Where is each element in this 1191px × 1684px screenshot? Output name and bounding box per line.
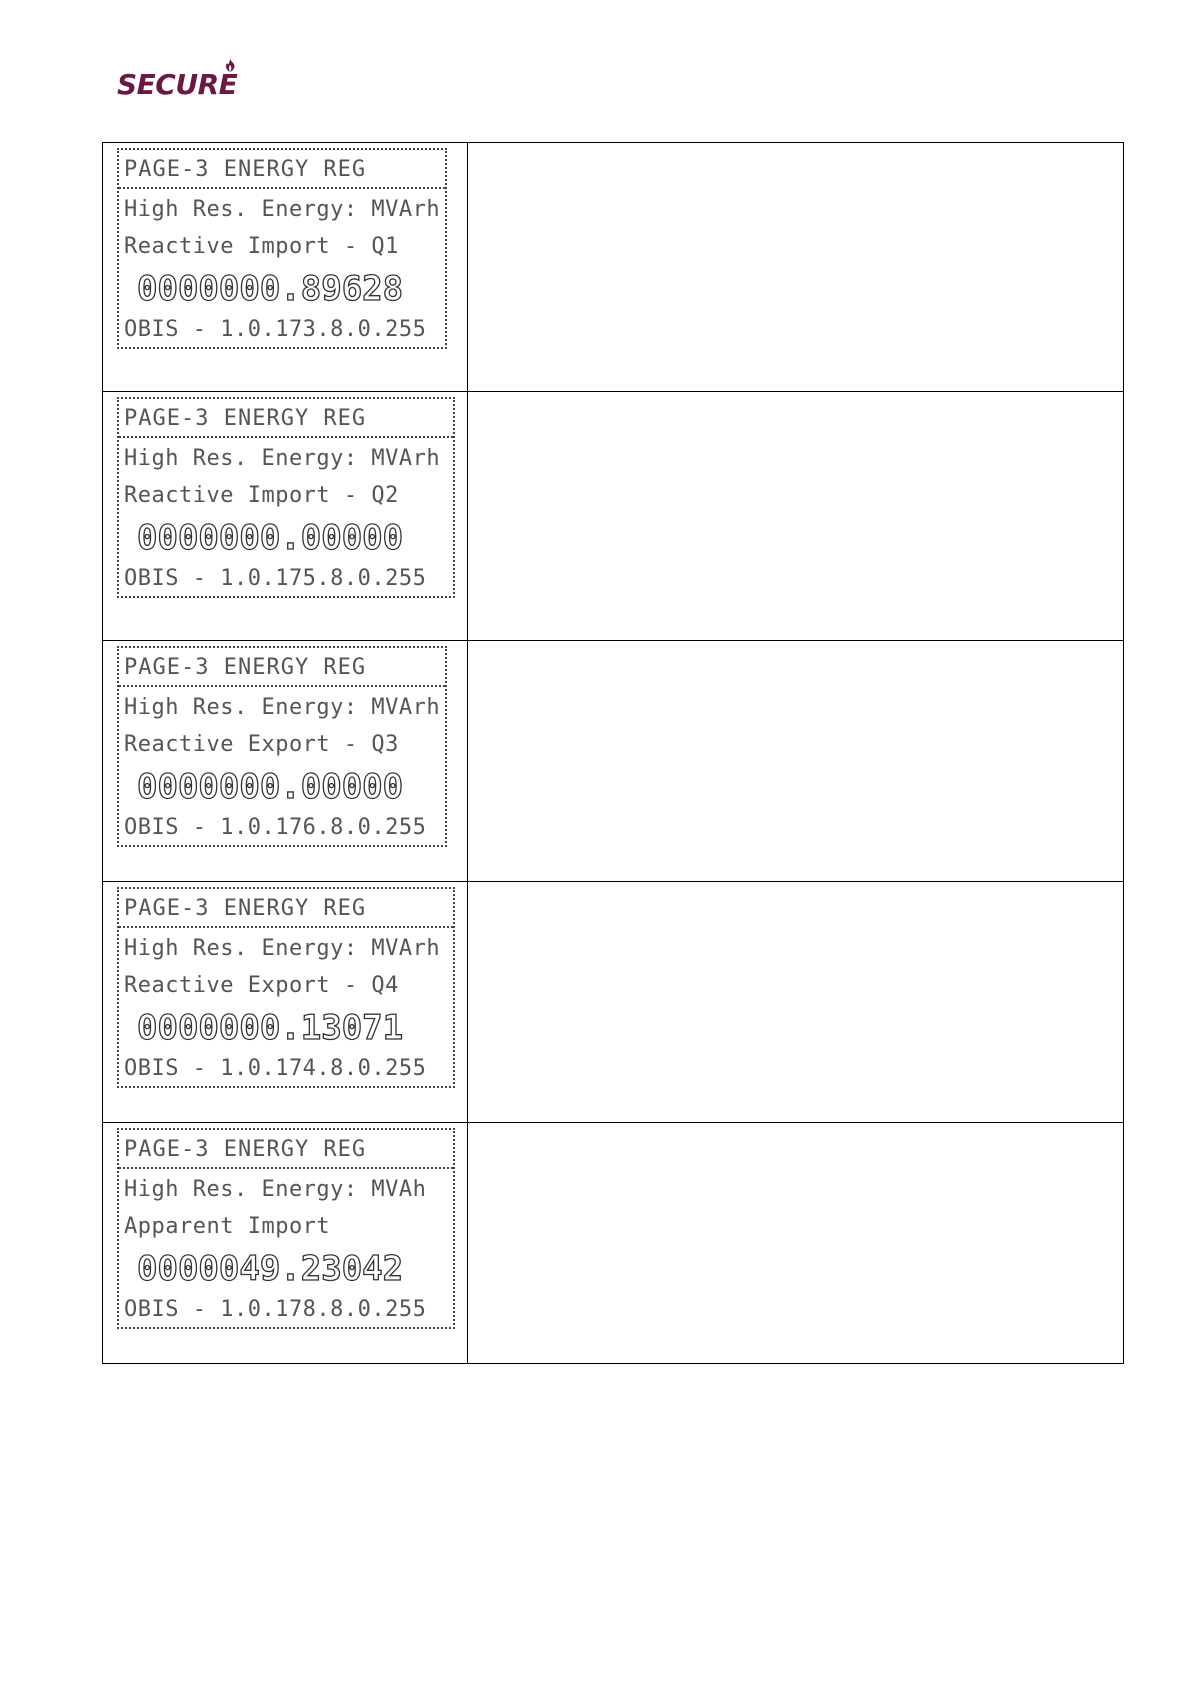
lcd-value: 0000000.13071 (137, 1008, 404, 1048)
lcd-energy-type: High Res. Energy: MVArh (124, 197, 441, 222)
display-cell (103, 882, 468, 1123)
lcd-energy-type: High Res. Energy: MVAh (124, 1177, 427, 1202)
description-cell (468, 882, 1124, 1123)
lcd-obis-code: OBIS - 1.0.173.8.0.255 (124, 317, 427, 342)
lcd-obis-code: OBIS - 1.0.176.8.0.255 (124, 815, 427, 840)
lcd-value: 0000000.00000 (137, 518, 404, 558)
table-row (103, 1123, 1124, 1364)
lcd-energy-type: High Res. Energy: MVArh (124, 695, 441, 720)
lcd-header: PAGE-3 ENERGY REG (119, 648, 445, 687)
lcd-obis-code: OBIS - 1.0.178.8.0.255 (124, 1297, 427, 1322)
display-cell (103, 143, 468, 392)
lcd-register-name: Apparent Import (124, 1214, 331, 1239)
lcd-screen (117, 1128, 455, 1329)
lcd-register-name: Reactive Import - Q1 (124, 234, 399, 259)
table-row (103, 392, 1124, 641)
table-row (103, 641, 1124, 882)
lcd-value: 0000000.89628 (137, 269, 404, 309)
description-cell (468, 392, 1124, 641)
lcd-value: 0000049.23042 (137, 1249, 404, 1289)
secure-logo (117, 58, 267, 103)
lcd-obis-code: OBIS - 1.0.175.8.0.255 (124, 566, 427, 591)
lcd-header: PAGE-3 ENERGY REG (119, 150, 445, 189)
display-cell (103, 392, 468, 641)
lcd-register-name: Reactive Export - Q3 (124, 732, 399, 757)
lcd-register-name: Reactive Import - Q2 (124, 483, 399, 508)
lcd-header: PAGE-3 ENERGY REG (119, 1130, 453, 1169)
display-table (102, 142, 1124, 1364)
table-row (103, 143, 1124, 392)
description-cell (468, 641, 1124, 882)
lcd-screen (117, 148, 447, 349)
lcd-value: 0000000.00000 (137, 767, 404, 807)
lcd-header: PAGE-3 ENERGY REG (119, 399, 453, 438)
lcd-energy-type: High Res. Energy: MVArh (124, 446, 441, 471)
description-cell (468, 143, 1124, 392)
lcd-energy-type: High Res. Energy: MVArh (124, 936, 441, 961)
lcd-screen (117, 646, 447, 847)
lcd-obis-code: OBIS - 1.0.174.8.0.255 (124, 1056, 427, 1081)
lcd-screen (117, 887, 455, 1088)
lcd-screen (117, 397, 455, 598)
lcd-register-name: Reactive Export - Q4 (124, 973, 399, 998)
table-row (103, 882, 1124, 1123)
lcd-header: PAGE-3 ENERGY REG (119, 889, 453, 928)
display-cell (103, 641, 468, 882)
display-cell (103, 1123, 468, 1364)
description-cell (468, 1123, 1124, 1364)
logo-text: SECURE (117, 68, 238, 101)
